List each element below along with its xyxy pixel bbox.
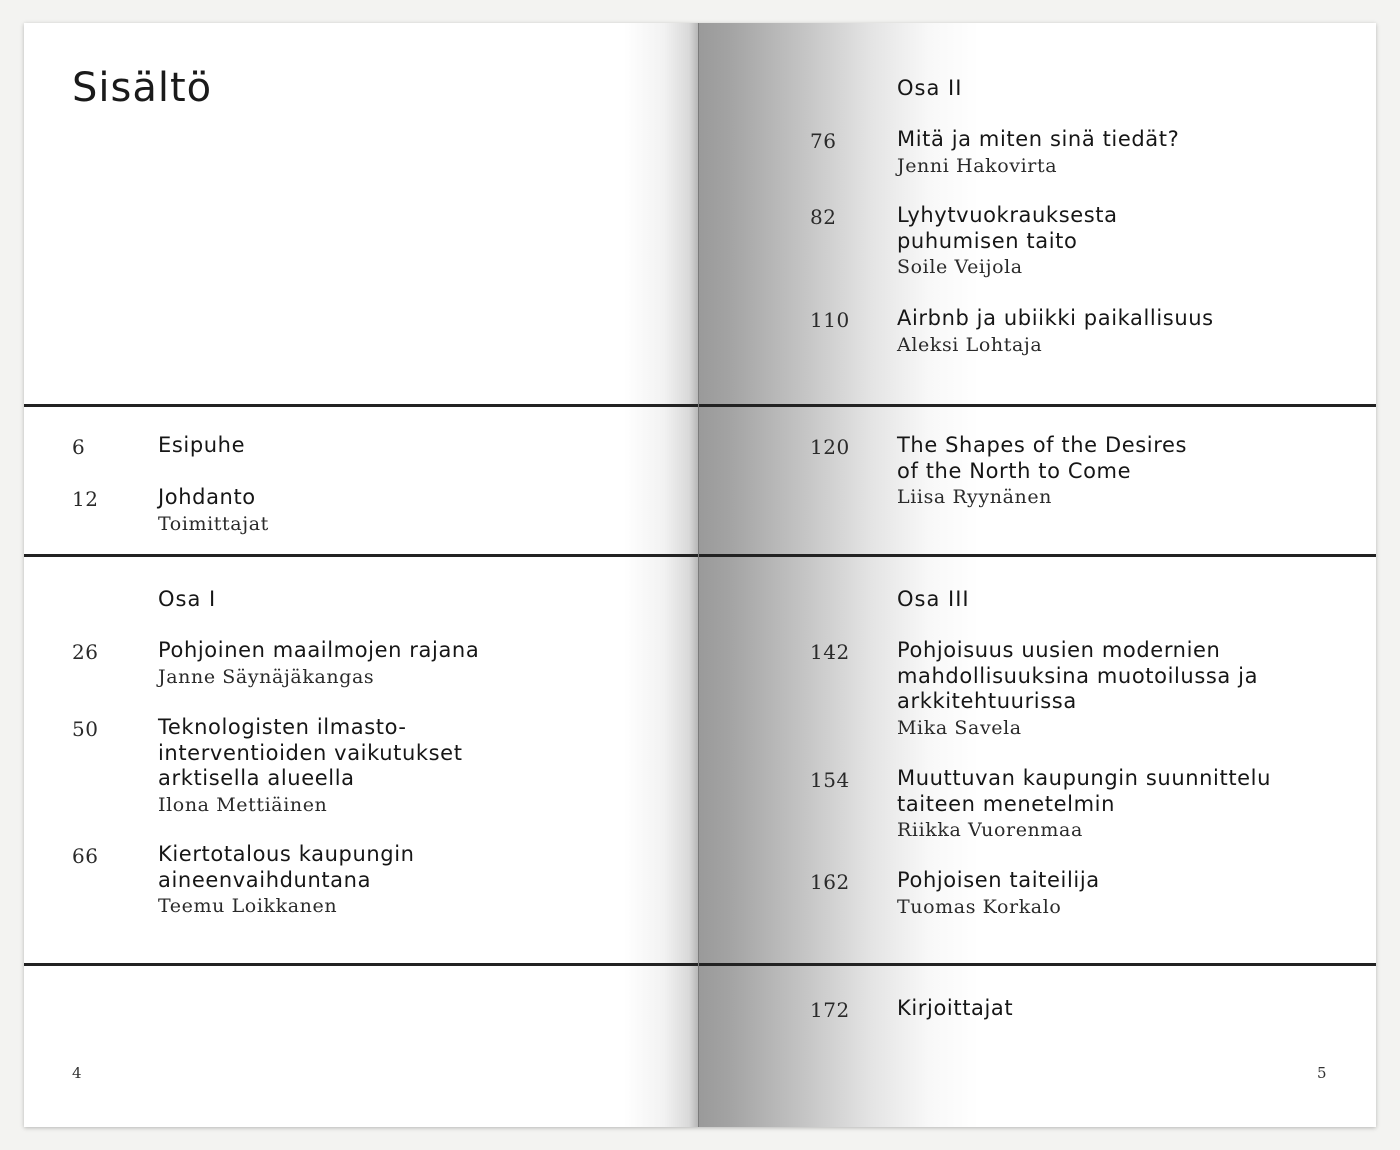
entry-author: Liisa Ryynänen — [897, 486, 1053, 508]
toc-entry[interactable] — [158, 638, 479, 690]
toc-page-number: 82 — [810, 205, 837, 229]
toc-entry[interactable] — [897, 433, 1187, 510]
entry-title-line: Pohjoisuus uusien modernien — [897, 638, 1221, 662]
toc-entry[interactable] — [897, 996, 1013, 1022]
entry-title-line: arktisella alueella — [158, 766, 355, 790]
entry-title-line: aineenvaihduntana — [158, 867, 372, 892]
toc-entry[interactable] — [158, 485, 269, 537]
entry-title: Mitä ja miten sinä tiedät? — [897, 127, 1180, 151]
entry-title-line: Muuttuvan kaupungin suunnittelu — [897, 766, 1272, 790]
entry-author: Riikka Vuorenmaa — [897, 819, 1083, 841]
toc-page-number: 12 — [72, 487, 99, 511]
divider-rule — [24, 963, 699, 966]
toc-entry[interactable] — [158, 433, 245, 459]
toc-page-number: 50 — [72, 717, 99, 741]
entry-title-line: puhumisen taito — [897, 228, 1078, 253]
entry-author: Mika Savela — [897, 716, 1022, 739]
entry-title: Johdanto — [158, 485, 256, 509]
toc-entry[interactable] — [158, 715, 463, 818]
entry-title: Kirjoittajat — [897, 996, 1014, 1020]
right-page — [699, 23, 1376, 1127]
toc-title: Sisältö — [72, 65, 213, 111]
entry-title-line: Kiertotalous kaupungin — [158, 842, 415, 866]
toc-entry[interactable] — [897, 127, 1179, 179]
divider-rule — [699, 963, 1376, 966]
entry-title-line: of the North to Come — [897, 458, 1132, 483]
entry-author: Toimittajat — [158, 512, 269, 535]
divider-rule — [699, 554, 1376, 557]
entry-title-line: taiteen menetelmin — [897, 791, 1115, 816]
toc-entry[interactable] — [897, 638, 1258, 741]
entry-author: Jenni Hakovirta — [897, 154, 1058, 177]
toc-entry[interactable] — [897, 868, 1100, 920]
entry-title: Esipuhe — [158, 433, 246, 457]
part-heading: Osa II — [897, 76, 963, 100]
toc-page-number: 26 — [72, 640, 99, 664]
toc-page-number: 66 — [72, 844, 99, 868]
toc-entry[interactable] — [897, 306, 1214, 358]
toc-entry[interactable] — [897, 766, 1271, 843]
entry-title-line: Lyhytvuokrauksesta — [897, 203, 1118, 227]
entry-author: Ilona Mettiäinen — [158, 793, 328, 816]
entry-title: Airbnb ja ubiikki paikallisuus — [897, 306, 1214, 330]
part-heading: Osa I — [158, 587, 217, 611]
toc-page-number: 154 — [810, 768, 850, 792]
part-heading: Osa III — [897, 587, 970, 611]
toc-page-number: 110 — [810, 308, 850, 332]
left-page — [24, 23, 699, 1127]
toc-page-number: 120 — [810, 435, 850, 459]
book-spread — [24, 23, 1376, 1127]
entry-title-line: mahdollisuuksina muotoilussa ja — [897, 663, 1259, 688]
entry-title-line: arkkitehtuurissa — [897, 689, 1077, 713]
toc-page-number: 142 — [810, 640, 850, 664]
entry-author: Tuomas Korkalo — [897, 895, 1062, 918]
entry-author: Janne Säynäjäkangas — [158, 665, 375, 688]
divider-rule — [699, 404, 1376, 407]
page-folio: 4 — [72, 1064, 82, 1082]
toc-page-number: 162 — [810, 870, 850, 894]
toc-page-number: 6 — [72, 435, 86, 459]
entry-title-line: The Shapes of the Desires — [897, 433, 1188, 457]
page-folio: 5 — [1317, 1064, 1327, 1082]
toc-page-number: 76 — [810, 129, 837, 153]
entry-author: Soile Veijola — [897, 256, 1023, 278]
entry-title-line: Teknologisten ilmasto- — [158, 715, 407, 739]
toc-page-number: 172 — [810, 998, 850, 1022]
toc-entry[interactable] — [158, 842, 415, 919]
divider-rule — [24, 404, 699, 407]
entry-title: Pohjoisen taiteilija — [897, 868, 1100, 892]
divider-rule — [24, 554, 699, 557]
entry-title: Pohjoinen maailmojen rajana — [158, 638, 480, 662]
toc-entry[interactable] — [897, 203, 1118, 280]
entry-title-line: interventioiden vaikutukset — [158, 740, 463, 765]
entry-author: Aleksi Lohtaja — [897, 333, 1043, 356]
entry-author: Teemu Loikkanen — [158, 895, 338, 917]
